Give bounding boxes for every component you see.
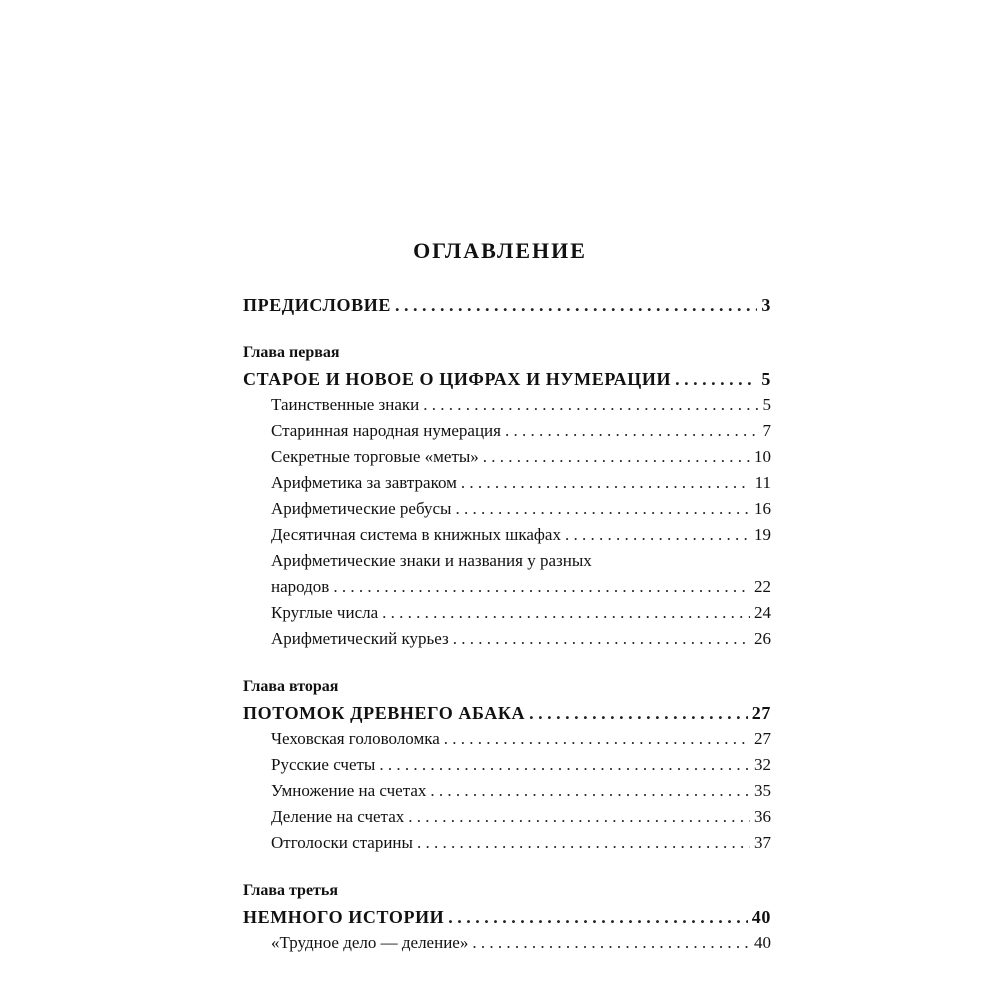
toc-entry-title: ПОТОМОК ДРЕВНЕГО АБАКА [243, 703, 526, 723]
toc-entry-page: 5 [761, 369, 771, 389]
chapter-label: Глава первая [243, 344, 340, 361]
toc-entry-page: 7 [762, 421, 771, 440]
leader-dots [379, 752, 750, 778]
toc-entry-section[interactable] [243, 574, 771, 600]
table-of-contents [243, 292, 771, 956]
toc-entry-chapter[interactable] [243, 700, 771, 726]
toc-entry-page: 22 [754, 577, 771, 596]
toc-entry-section[interactable] [243, 496, 771, 522]
toc-entry-section[interactable] [243, 600, 771, 626]
toc-entry-title: НЕМНОГО ИСТОРИИ [243, 907, 445, 927]
leader-dots [483, 444, 750, 470]
toc-entry-page: 19 [754, 525, 771, 544]
toc-entry-page: 26 [754, 629, 771, 648]
leader-dots [461, 470, 751, 496]
toc-entry-title: Десятичная система в книжных шкафах [271, 525, 561, 544]
chapter-label: Глава третья [243, 882, 339, 899]
toc-entry-title: Арифметический курьез [271, 629, 449, 648]
leader-dots [408, 804, 750, 830]
toc-entry-section[interactable] [243, 830, 771, 856]
toc-entry-page: 37 [754, 833, 771, 852]
toc-entry-page: 27 [754, 729, 771, 748]
toc-entry-title: Таинственные знаки [271, 395, 420, 414]
toc-entry-title: Русские счеты [271, 755, 376, 774]
toc-entry-page: 11 [754, 473, 771, 492]
toc-entry-page: 35 [754, 781, 771, 800]
toc-entry-page: 40 [751, 907, 771, 927]
toc-entry-page: 40 [754, 933, 771, 952]
toc-entry-section[interactable] [243, 804, 771, 830]
toc-entry-title: Круглые числа [271, 603, 379, 622]
leader-dots [448, 904, 748, 930]
toc-entry-section[interactable] [243, 626, 771, 652]
leader-dots [505, 418, 759, 444]
toc-entry-title: Умножение на счетах [271, 781, 427, 800]
toc-entry-section[interactable] [243, 778, 771, 804]
toc-entry-section[interactable] [243, 470, 771, 496]
toc-entry-title: Арифметика за завтраком [271, 473, 457, 492]
toc-entry-title-line[interactable]: Арифметические знаки и названия у разных [271, 551, 592, 570]
toc-entry-page: 27 [751, 703, 771, 723]
toc-entry-title: Деление на счетах [271, 807, 405, 826]
toc-entry-section[interactable] [243, 726, 771, 752]
leader-dots [417, 830, 750, 856]
toc-entry-section[interactable] [243, 752, 771, 778]
toc-entry-section[interactable] [243, 444, 771, 470]
leader-dots [675, 366, 757, 392]
leader-dots [472, 930, 750, 956]
leader-dots [423, 392, 758, 418]
toc-entry-chapter[interactable] [243, 904, 771, 930]
leader-dots [333, 574, 750, 600]
toc-entry-page: 10 [754, 447, 771, 466]
toc-entry-section[interactable] [243, 930, 771, 956]
leader-dots [430, 778, 750, 804]
toc-entry-chapter[interactable] [243, 366, 771, 392]
toc-entry-title: ПРЕДИСЛОВИЕ [243, 295, 391, 315]
toc-entry-section[interactable] [243, 392, 771, 418]
toc-entry-page: 24 [754, 603, 771, 622]
toc-entry-section[interactable] [243, 418, 771, 444]
toc-entry-title: «Трудное дело — деление» [271, 933, 469, 952]
page-title: ОГЛАВЛЕНИЕ [413, 238, 587, 263]
leader-dots [453, 626, 750, 652]
toc-entry-page: 5 [762, 395, 771, 414]
toc-entry-title: народов [271, 577, 330, 596]
leader-dots [382, 600, 750, 626]
leader-dots [455, 496, 750, 522]
toc-entry-section[interactable] [243, 522, 771, 548]
toc-entry-title: Секретные торговые «меты» [271, 447, 479, 466]
leader-dots [529, 700, 748, 726]
toc-entry-page: 32 [754, 755, 771, 774]
toc-entry-page: 36 [754, 807, 771, 826]
leader-dots [395, 292, 757, 318]
chapter-label: Глава вторая [243, 678, 339, 695]
leader-dots [565, 522, 750, 548]
leader-dots [444, 726, 750, 752]
toc-entry-title: СТАРОЕ И НОВОЕ О ЦИФРАХ И НУМЕРАЦИИ [243, 369, 672, 389]
toc-entry-title: Старинная народная нумерация [271, 421, 501, 440]
toc-entry-title: Чеховская головоломка [271, 729, 440, 748]
toc-entry-title: Арифметические ребусы [271, 499, 452, 518]
toc-entry-page: 16 [754, 499, 771, 518]
toc-entry-preface[interactable] [243, 292, 771, 318]
toc-entry-page: 3 [761, 295, 771, 315]
toc-entry-title: Отголоски старины [271, 833, 413, 852]
